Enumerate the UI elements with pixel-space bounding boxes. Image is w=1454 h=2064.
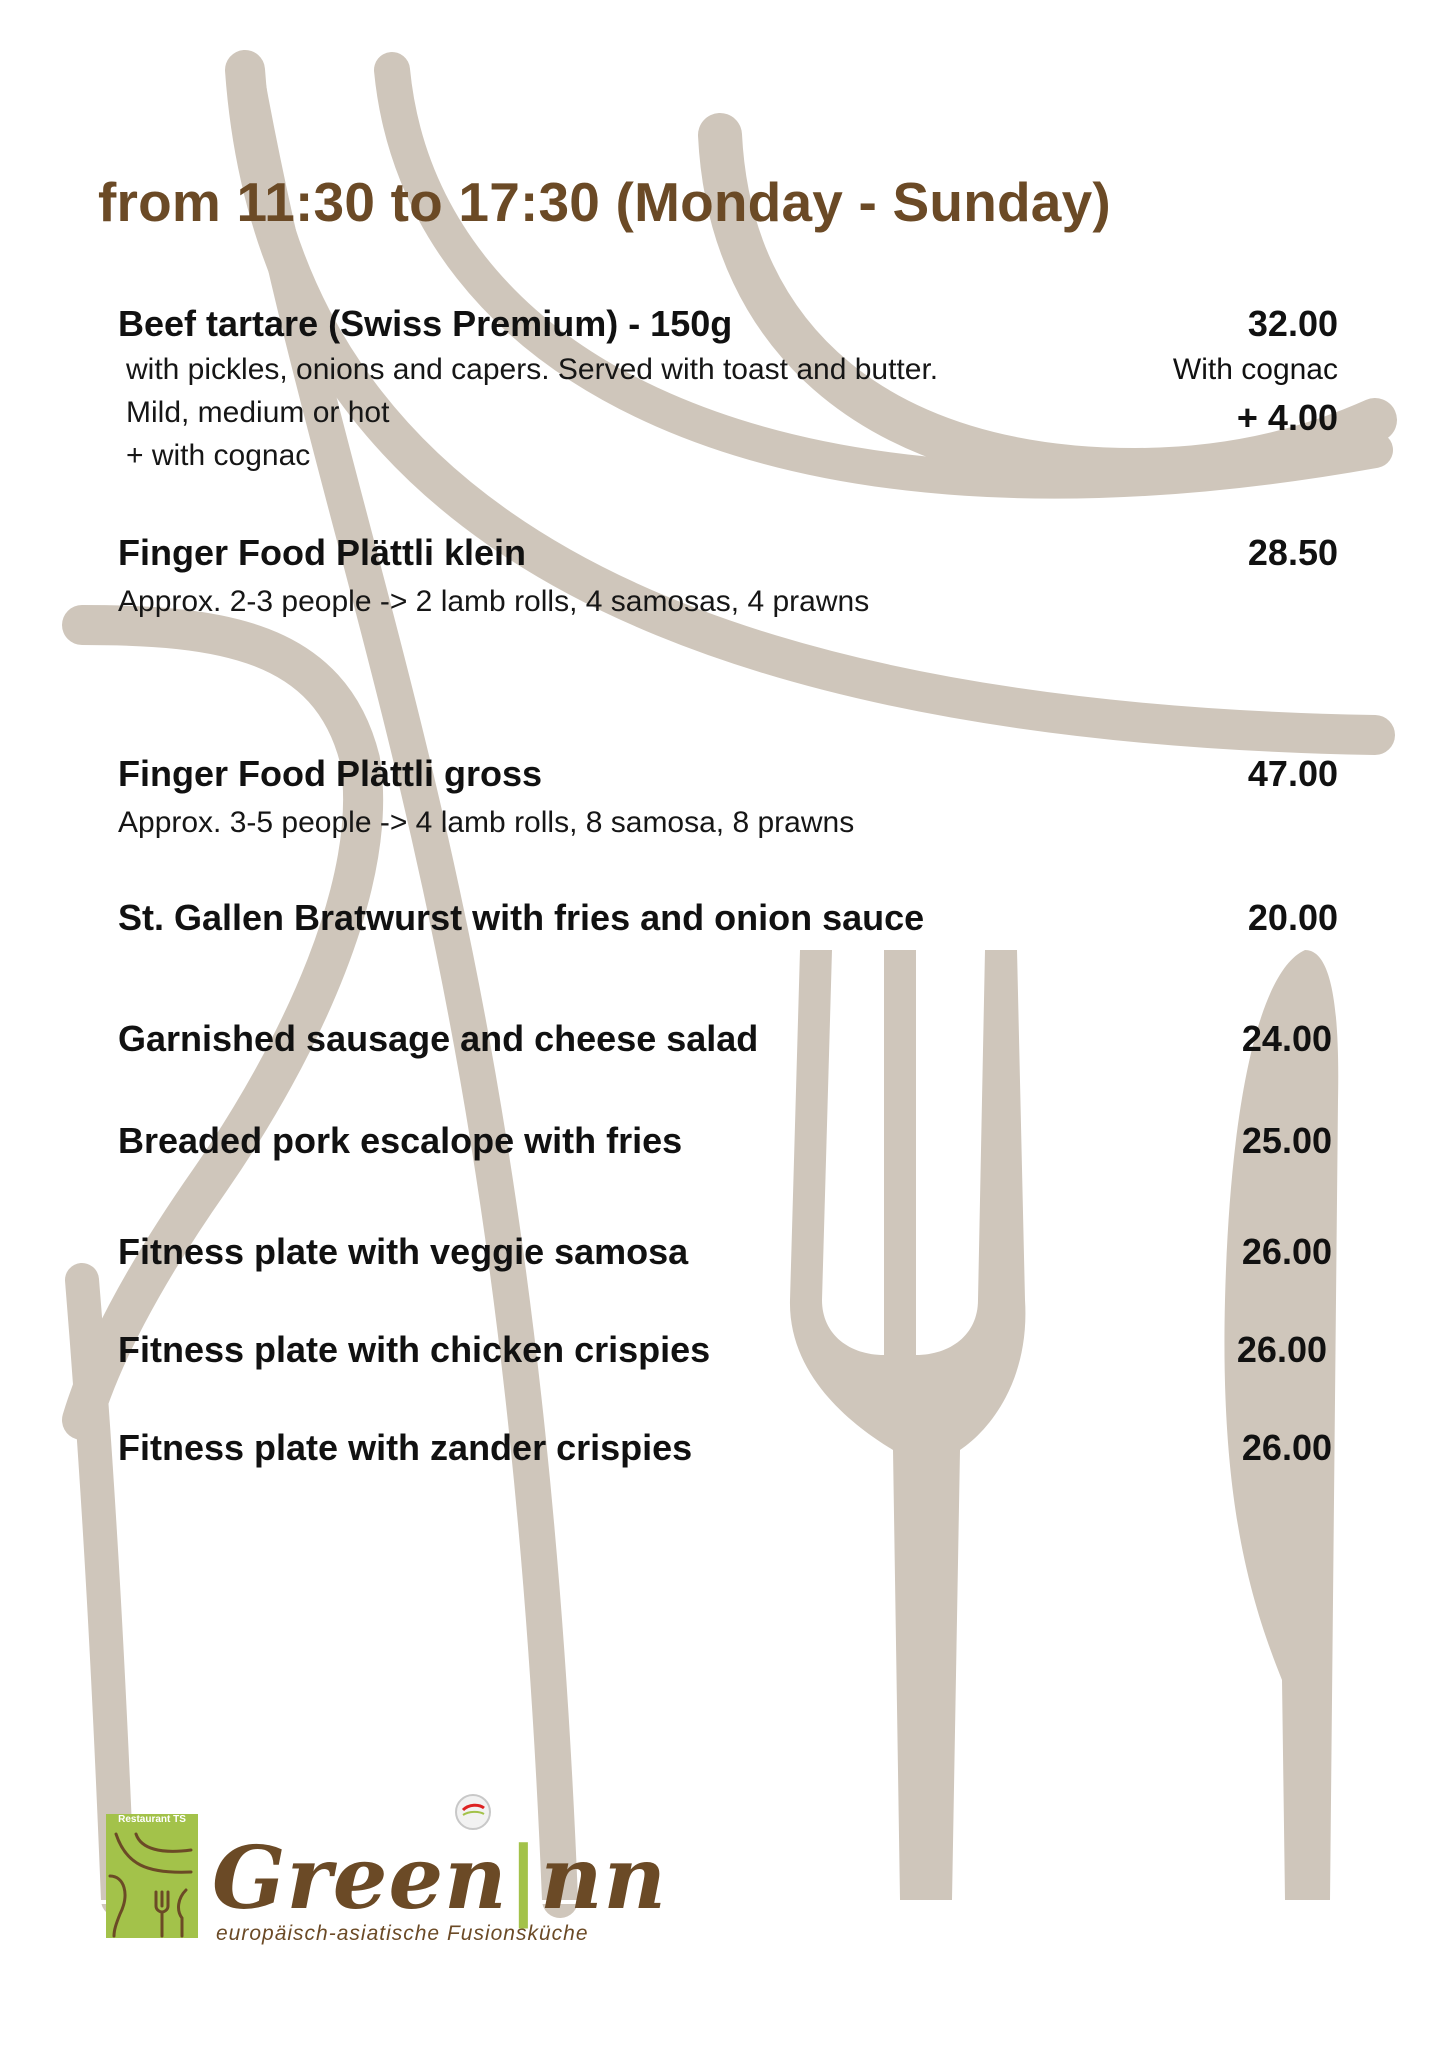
menu-item-name: Fitness plate with veggie samosa [118,1231,689,1272]
menu-item-price: 32.00 [1247,303,1338,344]
menu-item-name: Finger Food Plättli gross [118,753,543,794]
menu-item-description: Mild, medium or hot [126,396,390,429]
menu-item-price: 25.00 [1241,1120,1332,1161]
opening-hours-heading: from 11:30 to 17:30 (Monday - Sunday) [98,171,1111,233]
menu-item-price: 24.00 [1241,1018,1332,1059]
logo-emblem [106,1814,198,1938]
logo-brand-name [212,1828,667,1929]
menu-item-price: 28.50 [1247,532,1338,573]
logo-brand-accent: | [507,1828,541,1929]
logo-tagline: europäisch-asiatische Fusionsküche [216,1922,589,1945]
restaurant-logo [106,1792,668,1945]
menu-item-description: Approx. 3-5 people -> 4 lamb rolls, 8 samosa, 8 prawns [118,806,855,839]
menu-item-name: Fitness plate with zander crispies [118,1427,693,1468]
menu-item-name: St. Gallen Bratwurst with fries and onion sauce [118,897,925,938]
logo-brand-part1: Green [212,1828,508,1929]
price-note-value: + 4.00 [1236,397,1338,438]
menu-item-price: 20.00 [1247,897,1338,938]
menu-item-price: 47.00 [1247,753,1338,794]
price-note-label: With cognac [1172,353,1338,386]
menu-item-name: Beef tartare (Swiss Premium) - 150g [118,303,733,344]
menu-item-name: Fitness plate with chicken crispies [118,1329,711,1370]
cutlery-emblem-icon [106,1814,198,1938]
logo-brand-part2: nn [540,1828,668,1929]
menu-item-name: Finger Food Plättli klein [118,532,527,573]
menu-item-description: + with cognac [126,439,311,472]
menu-item-name: Breaded pork escalope with fries [118,1120,683,1161]
logo-emblem-label: Restaurant TS [118,1814,186,1825]
menu-item-name: Garnished sausage and cheese salad [118,1018,759,1059]
menu-item-description: with pickles, onions and capers. Served with toast and butter. [126,353,939,386]
menu-item-price: 26.00 [1236,1329,1327,1370]
menu-item-price: 26.00 [1241,1427,1332,1468]
golf-ball-icon [453,1792,493,1832]
menu-item-description: Approx. 2-3 people -> 2 lamb rolls, 4 samosas, 4 prawns [118,585,870,618]
menu-item-price: 26.00 [1241,1231,1332,1272]
